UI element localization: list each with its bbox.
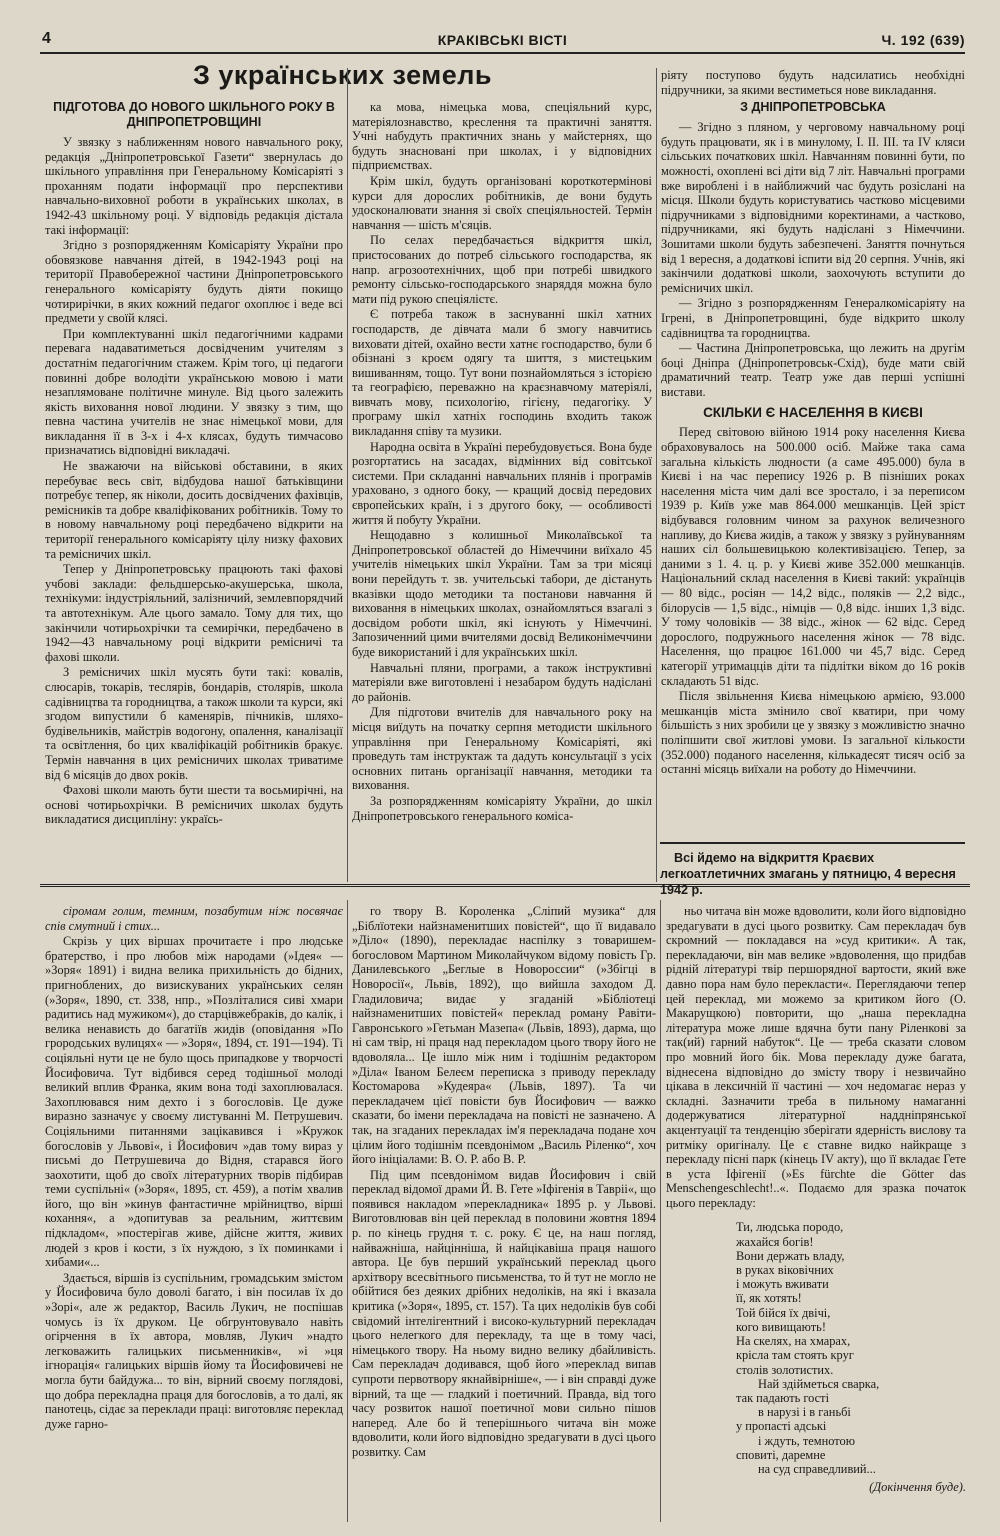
bottom-column-3 bbox=[666, 904, 966, 1524]
paragraph: З ремісничих шкіл мусять бути такі: ковалів, слюсарів, токарів, теслярів, бондарів, столярів, школа садівництва та городництва, а також школи та курси, які згодом випустили б каменярів, пічників, шляхо-будівельників, майстрів водогону, опалення, каналізації та освітлення, бо цих кваліфікацій робітників бракує. Термін навчання в цих ремісничих школах триватиме від 6 місяців до двох років. bbox=[45, 665, 343, 782]
paragraph: — Згідно з пляном, у черговому навчальному році будуть працювати, як і в минулому, I. II. III. та IV кляси сільських початкових шкіл. Навчанням повинні бути, по можності, охоплені всі діти від 7 літ. Навчальні програми вже вироблені і в найближчий час будуть розіслані на місця. Школи будуть користуватись частково місцевими підручниками з відповідними коректинами, а частково, підручниками, які будуть надіслані з Німеччини. Зошитами школи будуть забезпечені. Заняття почнуться від 1 вересня, а додаткові іспити від 20 серпня. Учнів, які закінчили додаткові школи, заохочують вступити до ремісничих шкіл. bbox=[661, 120, 965, 295]
poem-line: крісла там стоять круг bbox=[736, 1348, 854, 1363]
poem-line: в нарузі і в ганьбі bbox=[758, 1405, 851, 1420]
paragraph: Не зважаючи на військові обставини, в яких перебуває весь світ, відбудова нашої батьківщини потребує тепер, як ніколи, досить досвідчених фахівців, ремісників та добре кваліфікованих робітників. Тому то в новому навчальному році передбачено відкрити на території генерального комісаріяту цілу низку фахових та ремісничих шкіл. bbox=[45, 459, 343, 561]
poem-line: столів золотистих. bbox=[736, 1362, 834, 1377]
paragraph: — Частина Дніпропетровська, що лежить на другім боці Дніпра (Дніпропетровськ-Схід), буде мати свій драматичний театр. Театр уже дав перші успішні вистави. bbox=[661, 341, 965, 399]
article-body-col2 bbox=[352, 100, 652, 823]
top-column-3 bbox=[661, 68, 965, 838]
column-divider bbox=[347, 68, 348, 882]
poem-line: в руках віковічних bbox=[736, 1263, 834, 1278]
poem-line: сповиті, даремне bbox=[736, 1447, 826, 1462]
article-body-col1 bbox=[45, 135, 343, 827]
paragraph: Під цим псевдонімом видав Йосифович і свій переклад відомої драми Й. В. Гете »Іфігенія в Тавріі«, що появився накладом »переклaдника« 1895 р. у Львові. Виготовлював він цей переклад в половини жовтня 1894 р. по кінець грудня т. с. року. Є це, на наш погляд, найважніша, найціннішa, й найцікавіша праця нашого автора. Це був перший український переклад цього архітвору всесвітнього письменства, то й тут не могло не обійтися без деяких дрібних недоліків, на які і вказала критика (»Зоря«, 1895, ст. 157). Та цих недоліків був собі свідомий інтелігентний і високо-культурний перекладач цього нелегкого для перекладу, та ще в тому часі, німецького твору. На ньому видно велику дбайливість. Сам перекладач додивався, щоб його »переклад випав супроти первотвору якнайвірніше«, — і він справді дуже вірний, та ще — гладкий і поетичний. Правда, від того часу розвиток нашої поетичної мови сильно пішов наперед. Але бо й теперішнього читача він може вдоволити, коли його відповідно зредагувати в дусі цього розвитку. Сам bbox=[352, 1167, 656, 1459]
poem-line: і ждуть, темнотою bbox=[758, 1433, 855, 1448]
paragraph: Навчальні пляни, програми, а також інструктивні матеріяли вже виготовлені і незабаром будуть надіслані до районів. bbox=[352, 660, 652, 704]
paragraph: Тепер у Дніпропетровську працюють такі фахові учбові заклади: фельдшерсько-акушерська, школа, технікуми: індустріяльний, залізничий, землевпорядчий та автотехнікум. Але цього замало. Тому для тих, що закінчили чотирьохрічки та семирічки, передбачено в 1942—43 навчальному році відкрити ремісничі та фахові школи. bbox=[45, 562, 343, 664]
issue-number: Ч. 192 (639) bbox=[881, 32, 965, 48]
paragraph: У звязку з наближенням нового навчального року, редакція „Дніпропетровської Газети“ звернулась до шкільного управління при Генеральному Комісаріяті з проханням подати інформації про перспективи навчально-виховної роботи в українських школах, в 1942-43 шкільному році. У відповідь редакція дістала такі інформації: bbox=[45, 135, 343, 237]
paragraph: Народна освіта в Україні перебудовується. Вона буде розгортатись на засадах, відмінних від совітської системи. При складанні навчальних плянів і програмів ураховано, з одного боку, — кращий досвід передових європейських країн, і з другого боку, — особливості життя й побуту України. bbox=[352, 439, 652, 527]
essay-body-col1 bbox=[45, 934, 343, 1431]
paragraph: Згідно з розпорядженням Комісаріяту України про обовязкове навчання дітей, в 1942-1943 році на території Правобережної частини Дніпропетровського генерального комісаріяту будуть діяти покищо чотирирічки, в яких кожний педагог охоплює і веде всі предмети у своїй клясі. bbox=[45, 238, 343, 326]
article-heading-dnipro: З ДНІПРОПЕТРОВСЬКА bbox=[740, 100, 886, 115]
paragraph: При комплектуванні шкіл педагогічними кадрами перевага надаватиметься досвідченим учителям з достатнім педагогічним стажем. Крім того, ці педагоги повинні добре володіти українською мовою і мати незаплямоване політичне минуле. Від цього залежить якість виховання нової людини. У звязку з тим, що певна частина учителів не знає німецької мови, для викладання її в 3-х і 4-х клясах, будуть тимчасово призначатись відповідні викладачі. bbox=[45, 326, 343, 458]
paragraph: ньо читача він може вдоволити, коли його відповідно зредагувати в дусі цього розвитку. Сам перекладач був скромний — покладався на »суд критики«. А так, перекладаючи, він мав велике »вдоволення, що придбав рідній літературі твір першорядної вартости, який вже давно пора нам було перекласти«. Перeглядаючи тепер цей переклад, ми можемо за критиком його (О. Макарущкою) повторити, що „наша перекладна література може лише вдячна бути пану Ріленкові за так(ий) гарний набуток“. Це — треба сказати словом про мовний його бік. Мова перекладу дуже багата, віднесена відповідно до змісту твору і незвичайно цікава в лексичній її частині — хоч недомагає нераз у складні. Зазначити треба в пильному намаганні додержуватися літературної наддніпрянської акцентуації та тенденцію зберігати ядерність вислову та ритміку оригіналу. Це є ставне видко найкраще з перекладу пісні парк (кінець IV акту), що її вкладає Гете в уста Іфігенії (»Es fürchte die Götter das Menschengeschlecht!..«. Подаємо для зразка початок цього перекладу: bbox=[666, 904, 966, 1210]
top-column-1 bbox=[45, 97, 343, 883]
essay-body-col3 bbox=[666, 904, 966, 1210]
article-body-kyiv bbox=[661, 425, 965, 776]
poem-line: у пропасті адські bbox=[736, 1419, 827, 1434]
quoted-verse: сіромам голим, темним, позабутим ніж посвячає спів смутний і стих... bbox=[45, 904, 343, 933]
poem-line: на суд справедливий... bbox=[758, 1461, 876, 1476]
article-heading-kyiv-population: СКІЛЬКИ Є НАСЕЛЕННЯ В КИЄВІ bbox=[703, 405, 923, 421]
poem-excerpt bbox=[736, 1220, 966, 1476]
paragraph: — Згідно з розпорядженням Генералкомісаріяту на Ігрені, в Дніпропетровщині, буде відкрито школу садівництва та городництва. bbox=[661, 296, 965, 340]
bottom-column-1 bbox=[45, 904, 343, 1524]
paragraph: Фахові школи мають бути шести та восьмирічні, на основі чотирьохрічки. В ремісничих школах будуть викладатися дисципліну: україсь- bbox=[45, 783, 343, 827]
paragraph: Нещодавно з колишньої Миколаївської та Дніпропетровської областей до Німеччини виїхало 45 учителів німецьких шкіл України. Там за три місяці вони перейдуть т. зв. учительські табори, де дістануть вказівки щодо методики та постанови навчання й виховання в німецьких школах, ознайомляться взагалі з досвідом роботи шкіл, які існують у Німеччині. Запозиченний цими вчителями досвід Великонімеччини буде використаний і для українських шкіл. bbox=[352, 528, 652, 659]
top-column-2 bbox=[352, 100, 652, 883]
paragraph: Скрізь у цих віршах прочитаєте і про людське братерство, і про любов між народами (»Ідея« — »Зоря« 1891) і видна велика прихильність до бідних, пригноблених, до визискуваних українських селян (»Зоря«, 1890, ст. 338, нпр., »Позліталися сиві хмари радитись над мужиком«), до старцівжебраків, до калік, і велика ненависть до багатіїв жидів (оповідання »По грородських вулицях« — »Зоря«, 1894, ст. 191—194). Ті соціяльні нути це не було щось припадкове у творчості Йосифовича. Тут відбився серед тодішньої молоді великий вплив Франка, яким вона тоді захоплювалася. Захоплювався ним дехто і з богословів. Це дуже виразно зазначує у своєму листуванні М. Петрушевич. Соціяльними питаннями зацікавився і »Кружок богословів у Львові«, і Йосифович »дав тому вираз у письмі до Петрушевича до Відня, старався його заохотити, щоб до своїх літературних творів підбирав теми суспільні« (»Зоря«, 1895, ст. 459), а потім хвалив його, що він »кинув фантастичне мрійництво, вірші кохання«, а »допитував за реальним, життєвим підкладом«, »постерігав живе, дійсне життя, живих людей з кров і кости, з їх нуждою, з їх поминками і хибами«... bbox=[45, 934, 343, 1270]
poem-line: Той бійся їх двічі, bbox=[736, 1305, 831, 1320]
article-heading-school-year: ПІДГОТОВА ДО НОВОГО ШКІЛЬНОГО РОКУ В ДНІПРОПЕТРОВЩИНІ bbox=[53, 100, 335, 129]
essay-body-col2 bbox=[352, 904, 656, 1460]
newspaper-title: КРАКІВСЬКІ ВІСТІ bbox=[437, 32, 568, 48]
column-divider bbox=[660, 900, 661, 1522]
paragraph: Після звільнення Києва німецькою армією, 93.000 мешканців міста змінило свої кватири, при чому більшість з них зробили це у звязку з можливістю значно поліпшити свої житлові умови. Із загальної кількости (352.000) поданого населення, кількадесят тисяч осіб за останні місяць виїхали на роботу до Німеччини. bbox=[661, 689, 965, 777]
paragraph: Здається, віршів із суспільним, громадським змістом у Йосифовича було доволі багато, і він посилав їх до »Зорі«, але ж редактор, Василь Лукич, не поспішав чомусь із їх друком. Це обгрунтовувало навіть огірчення в їх автора, мовляв, Лукич »надто легковажить галицьких письменників«, »і »ця ігнорація« галицьких віршів йому та Йосифовичеві не могла бути байдужа... то він, вірний своєму поглядові, що добра перекладна праця для богословів, а то далі, як панотець, сідає за переклади праці: виготовляє переклад дуже гарно- bbox=[45, 1270, 343, 1431]
bottom-column-2 bbox=[352, 904, 656, 1524]
paragraph: За розпорядженням комісаріяту України, до шкіл Дніпропетровського генерального коміса- bbox=[352, 793, 652, 823]
poem-line: її, як хотять! bbox=[736, 1291, 802, 1306]
poem-line: На скелях, на хмарах, bbox=[736, 1334, 851, 1349]
section-divider bbox=[40, 884, 970, 887]
poem-line: жахайся богів! bbox=[736, 1234, 814, 1249]
column-divider bbox=[347, 900, 348, 1522]
poem-line: Вони держать владу, bbox=[736, 1248, 845, 1263]
paragraph: Перед світовою війною 1914 року населення Києва обраховувалось на 500.000 осіб. Майже така сама загальна кількість людности (а саме 495.000) була в Києві і на час перепису 1926 р. В пізніших роках населення міста чим далі все зростало, і за переписом 1939 р. Київ уже мав 864.000 мешканців. Цей зріст відбувався головним чином за рахунок величезного напливу, до Києва жидів, а також у звязку з руйнуванням наших сіл большевицькою колективізацією. Тепер, за даними з 1. 4. ц. р. у Києві живе 352.000 мешканців. Національний склад населення в Києві такий: українців — 80 відс., росіян — 14,2 відс., поляків — 2,2 відс., білорусів — 1,5 відс., німців — 0,8 відс. інших 1,3 відс. У тому чоловіків — 38 відс., жінок — 62 відс. Серед дорослого, подружнього населення жінок — 78 відс. Населення, що працює 161.000 чи 45,7 відс. Серед категорії утримацців діти та підлітки віком до 16 років складають 51 відс. bbox=[661, 425, 965, 688]
sports-announcement: Всі йдемо на відкриття Краєвих легкоатлетичних змагань у пятницю, 4 вересня 1942 р. bbox=[660, 842, 965, 898]
poem-line: Ти, людська породо, bbox=[736, 1220, 844, 1235]
paragraph: По селах передбачається відкриття шкіл, пристосованих до потреб сільського господарства, як напр. агрозоотехнічних, щоб при потребі швидкого ремонту сільсько-господарського знаряддя можна було мати під рукою спеціялістє. bbox=[352, 233, 652, 306]
poem-line: кого вивищають! bbox=[736, 1319, 826, 1334]
column-divider bbox=[656, 68, 657, 882]
section-title: З українських земель bbox=[192, 60, 493, 90]
paragraph: Крім шкіл, будуть організовані короткотермінові курси для дорослих робітників, де вони будуть удосконалювати знання зі своїх спеціяльностей. Термін навчання — шість м'сяців. bbox=[352, 173, 652, 232]
page-number: 4 bbox=[42, 30, 52, 47]
article-body-dnipro bbox=[661, 120, 965, 399]
paragraph: Для підготови вчителів для навчального року на місця виїдуть на початку серпня методисти шкільного управління при Генеральному Комісаріяті, які проведуть там інструктаж та дадуть консультації з усіх основних питань організації навчання, методики та виховання. bbox=[352, 705, 652, 793]
paragraph: го твору В. Короленка „Сліпий музика“ для „Біблїотеки найзнаменитших повістей“, що її видавало »Діло« (1890), перекладає наспілку з товаришем-богословом Мартином Миколайчуком відому повість Гр. Данилевського „Беглые в Новороссии“ (»Збігці в Новоросії«, Львів, 1892), що вийшла заходом Д. Гладиловича; видає у згаданій »Бібліотеці найзнаменитших повістей« переклад роману Равіти-Гавронського »Гетьман Мазепа« (Львів, 1893), дарма, що ні сам твір, ні праця над перекладом цього твору його не вдоволяла... Це ішло між ним і тодішнім редактором »Діла« Іваном Белеєм переписка з приводу перекладу Костомарова »Кудеяра« (Львів, 1897). Та чи перекладачем цієї повісти був Йосифович — важко сказати, бо імени перекладача на повісті не зазначено. А так, на згаданих перекладах ім'я перекладача подане хоч цілим його тодішнім псевдонімом „Василь Ріленко“, хоч його ініціалами: В. О. Р. або В. Р. bbox=[352, 904, 656, 1167]
paragraph: Є потреба також в заснуванні шкіл хатних господарств, де дівчата мали б змогу навчитись виховати дітей, охайно вести хатнє господарство, були б обізнані з кроєм одягу та шиття, з мистецьким вишиванням, тощо. Тут вони познайомляться з історією та географією, переважно на краєзнавчому матеріялі, вивчать мову, психологію, гігієну, педагогіку. У програму шкіл хатніх господинь входить також викладання співу та музики. bbox=[352, 307, 652, 439]
poem-line: і можуть вживати bbox=[736, 1277, 829, 1292]
page-header bbox=[40, 30, 965, 54]
continued-paragraph: ріяту поступово будуть надсилатись необхідні підручники, за якими вестиметься нове викладання. bbox=[661, 68, 965, 97]
poem-line: так падають гості bbox=[736, 1390, 830, 1405]
to-be-continued: (Докінчення буде). bbox=[869, 1480, 966, 1495]
paragraph: ка мова, німецька мова, спеціяльний курс, матеріялознавство, креслення та практичні заняття. Учні набудуть практичних знань у майстернях, що будуть знасновані при школах, і у відповідних підприємствах. bbox=[352, 100, 652, 173]
poem-line: Най здійметься сварка, bbox=[758, 1376, 880, 1391]
